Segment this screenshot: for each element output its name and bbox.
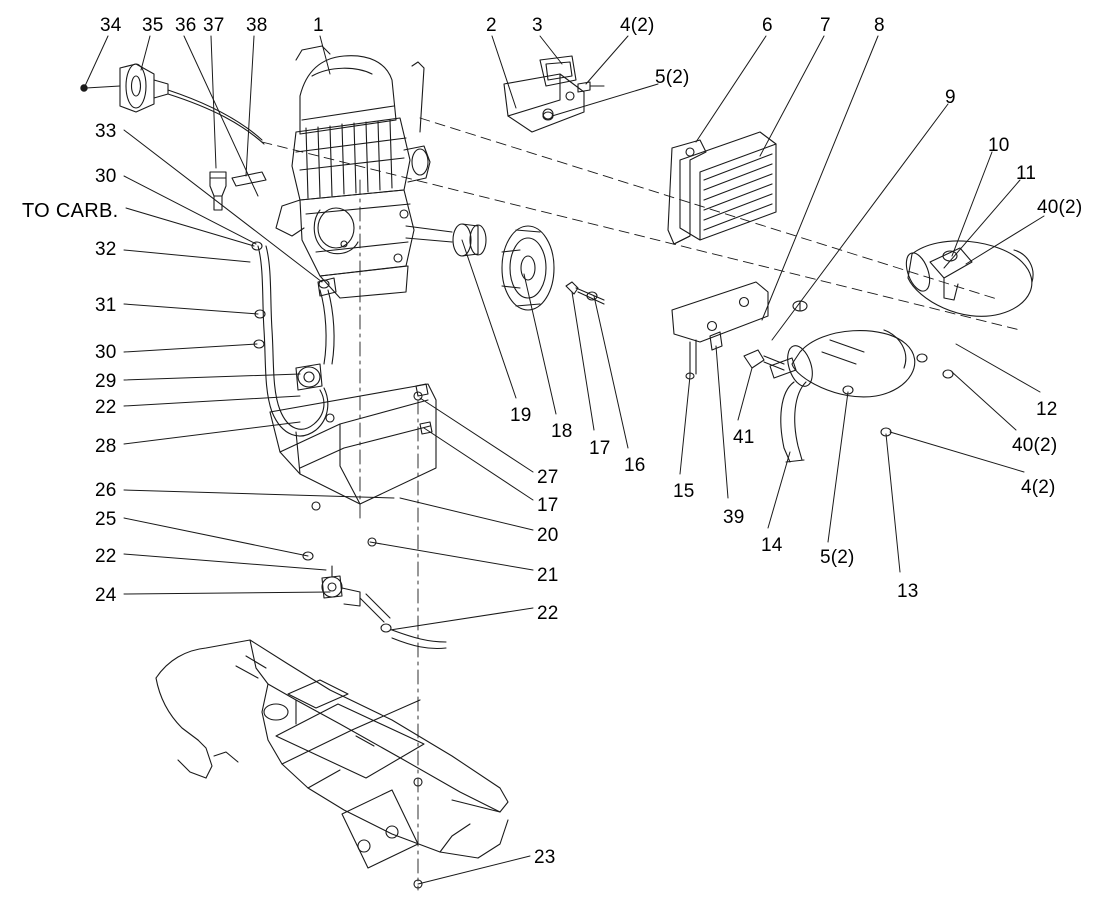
callout-30-a: 30 [95,166,117,187]
shaft-centerline [360,180,418,890]
part-22-clamp-lower [381,624,446,649]
callout-20: 20 [537,525,559,546]
part-23-frame [156,640,508,888]
callout-40-a: 40(2) [1037,197,1083,218]
callout-22-b: 22 [95,546,117,567]
label-to-carb: TO CARB. [22,200,119,222]
callout-23: 23 [534,847,556,868]
callout-37: 37 [203,15,225,36]
part-13-muffler-lower [783,330,915,397]
callout-29: 29 [95,371,117,392]
callout-5-bottom: 5(2) [820,547,855,568]
callout-28: 28 [95,436,117,457]
callout-17-a: 17 [589,438,611,459]
callout-1: 1 [313,15,324,36]
callout-27: 27 [537,467,559,488]
callout-39: 39 [723,507,745,528]
part-18-pulley [502,226,554,310]
callout-31: 31 [95,295,117,316]
leader-lines-left [81,36,394,594]
callout-4-bottom: 4(2) [1021,477,1056,498]
callout-41: 41 [733,427,755,448]
callout-40-b: 40(2) [1012,435,1058,456]
part-3-clamp [540,56,576,86]
callout-16: 16 [624,455,646,476]
part-41-fastener [744,350,784,370]
part-24-fuel-valve [322,566,390,622]
callout-6: 6 [762,15,773,36]
callout-19: 19 [510,405,532,426]
callout-32: 32 [95,239,117,260]
callout-12: 12 [1036,399,1058,420]
callout-38: 38 [246,15,268,36]
part-7-heat-shield [680,132,776,240]
part-40-fasteners-upper [917,354,953,378]
assembly-reference-line [262,118,1020,330]
callout-4-top: 4(2) [620,15,655,36]
callout-26: 26 [95,480,117,501]
part-38-tube [232,172,266,186]
part-12-muffler-upper [902,241,1033,316]
callout-8: 8 [874,15,885,36]
part-2-bracket [504,74,584,132]
callout-30-b: 30 [95,342,117,363]
part-10-11-inlet [930,248,972,300]
callout-24: 24 [95,585,117,606]
callout-11: 11 [1016,163,1037,184]
part-8-exhaust-bracket [672,282,768,376]
part-37-fitting [210,172,226,210]
callout-9: 9 [945,87,956,108]
callout-22-a: 22 [95,397,117,418]
part-20-engine-mount-plate [270,384,436,546]
callout-22-c: 22 [537,603,559,624]
callout-33: 33 [95,121,117,142]
callout-17-b: 17 [537,495,559,516]
callout-2: 2 [486,15,497,36]
part-19-spacer [453,224,486,256]
callout-18: 18 [551,421,573,442]
fuel-line-assembly [252,242,336,436]
part-14-exhaust-pipe [781,382,806,462]
callout-7: 7 [820,15,831,36]
part-35-control-knob [120,64,168,112]
callout-14: 14 [761,535,783,556]
callout-34: 34 [100,15,122,36]
callout-25: 25 [95,509,117,530]
part-1-engine [276,46,452,298]
callout-35: 35 [142,15,164,36]
leader-lines-center [370,36,1044,884]
callout-15: 15 [673,481,695,502]
callout-3: 3 [532,15,543,36]
callout-10: 10 [988,135,1010,156]
callout-36: 36 [175,15,197,36]
callout-5-top: 5(2) [655,67,690,88]
part-9-fastener [793,301,807,311]
callout-21: 21 [537,565,559,586]
callout-13: 13 [897,581,919,602]
